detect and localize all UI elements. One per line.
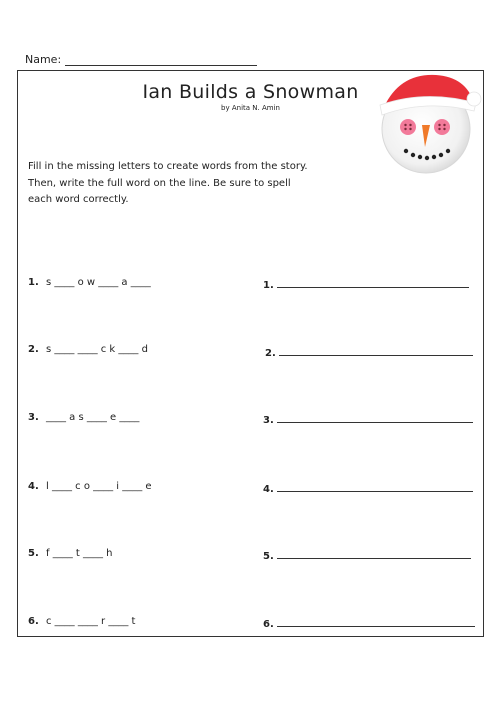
answer-number: 6. xyxy=(263,619,274,630)
item-number: 1. xyxy=(28,277,39,288)
answer-number: 3. xyxy=(263,415,274,426)
answer-number: 4. xyxy=(263,484,274,495)
item-pattern[interactable]: s ____ o w ____ a ____ xyxy=(46,277,151,288)
answer-row xyxy=(263,548,471,562)
item-pattern[interactable]: ____ a s ____ e ____ xyxy=(46,412,140,423)
item-number: 5. xyxy=(28,548,39,559)
instructions-line: Fill in the missing letters to create words from the story. xyxy=(28,161,308,172)
word-item xyxy=(28,412,139,423)
answer-number: 2. xyxy=(265,348,276,359)
item-number: 2. xyxy=(28,344,39,355)
answer-line[interactable] xyxy=(277,277,469,288)
snowman-face-illustration xyxy=(370,69,482,181)
item-number: 3. xyxy=(28,412,39,423)
answer-line[interactable] xyxy=(277,412,473,423)
name-label: Name: xyxy=(25,53,62,66)
word-item xyxy=(28,481,152,492)
instructions-line: Then, write the full word on the line. Be sure to spell xyxy=(28,177,291,189)
word-item xyxy=(28,548,113,559)
item-pattern[interactable]: c ____ ____ r ____ t xyxy=(46,616,136,627)
answer-row xyxy=(263,481,473,495)
word-item xyxy=(28,616,135,627)
answer-number: 5. xyxy=(263,551,274,562)
answer-row xyxy=(263,412,473,426)
name-field[interactable] xyxy=(65,54,257,66)
answer-line[interactable] xyxy=(277,481,473,492)
worksheet xyxy=(17,70,484,637)
answer-row xyxy=(265,345,473,359)
item-pattern[interactable]: l ____ c o ____ i ____ e xyxy=(46,481,152,492)
instructions xyxy=(28,159,358,209)
worksheet-author: by Anita N. Amin xyxy=(221,104,280,112)
item-number: 4. xyxy=(28,481,39,492)
worksheet-title: Ian Builds a Snowman xyxy=(142,81,359,103)
item-number: 6. xyxy=(28,616,39,627)
instructions-line: each word correctly. xyxy=(28,194,129,205)
answer-line[interactable] xyxy=(277,548,471,559)
item-pattern[interactable]: s ____ ____ c k ____ d xyxy=(46,344,148,355)
answer-row xyxy=(263,277,469,291)
name-row xyxy=(25,53,257,66)
word-item xyxy=(28,344,148,355)
word-item xyxy=(28,277,151,288)
answer-row xyxy=(263,616,475,630)
answer-line[interactable] xyxy=(277,616,475,627)
answer-number: 1. xyxy=(263,280,274,291)
item-pattern[interactable]: f ____ t ____ h xyxy=(46,548,113,559)
answer-line[interactable] xyxy=(279,345,473,356)
